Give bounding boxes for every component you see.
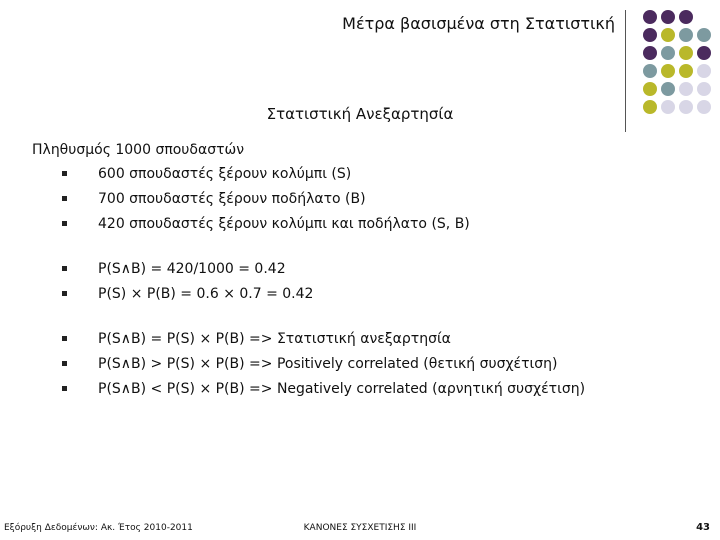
dot bbox=[697, 64, 711, 78]
bullet-marker bbox=[62, 291, 67, 296]
bullet-item bbox=[32, 214, 692, 234]
dot bbox=[679, 64, 693, 78]
dot bbox=[679, 10, 693, 24]
footer-topic: ΚΑΝΟΝΕΣ ΣΥΣΧΕΤΙΣΗΣ ΙΙΙ bbox=[303, 523, 417, 533]
dot bbox=[661, 28, 675, 42]
bullet-marker bbox=[62, 361, 67, 366]
slide-content bbox=[32, 140, 692, 404]
dot bbox=[643, 82, 657, 96]
bullet-text: 600 σπουδαστές ξέρουν κολύμπι (S) bbox=[98, 166, 352, 182]
bullet-text: P(S∧B) < P(S) × P(B) => Negatively correlated (αρνητική συσχέτιση) bbox=[98, 381, 586, 397]
bullet-item bbox=[32, 379, 692, 399]
bullet-text: P(S∧B) > P(S) × P(B) => Positively correlated (θετική συσχέτιση) bbox=[98, 356, 558, 372]
bullet-item bbox=[32, 284, 692, 304]
header-title: Μέτρα βασισμένα στη Στατιστική bbox=[342, 14, 615, 33]
dot bbox=[661, 64, 675, 78]
bullet-text: 420 σπουδαστές ξέρουν κολύμπι και ποδήλατο (S, B) bbox=[98, 216, 470, 232]
dot bbox=[661, 82, 675, 96]
dot bbox=[661, 10, 675, 24]
bullet-marker bbox=[62, 221, 67, 226]
slide-title: Στατιστική Ανεξαρτησία bbox=[266, 105, 454, 123]
dot bbox=[679, 82, 693, 96]
bullet-item bbox=[32, 164, 692, 184]
bullet-item bbox=[32, 329, 692, 349]
page-number: 43 bbox=[696, 522, 710, 533]
bullet-text: P(S∧B) = P(S) × P(B) => Στατιστική ανεξαρτησία bbox=[98, 331, 451, 347]
dot bbox=[697, 46, 711, 60]
bullet-marker bbox=[62, 336, 67, 341]
decorative-dot-grid bbox=[639, 10, 719, 120]
bullet-text: P(S∧B) = 420/1000 = 0.42 bbox=[98, 261, 286, 277]
footer-course: Εξόρυξη Δεδομένων: Ακ. Έτος 2010-2011 bbox=[4, 523, 193, 533]
bullet-item bbox=[32, 259, 692, 279]
dot bbox=[643, 64, 657, 78]
bullet-group-correlation bbox=[32, 329, 692, 399]
bullet-marker bbox=[62, 196, 67, 201]
dot bbox=[697, 82, 711, 96]
dot bbox=[643, 46, 657, 60]
bullet-marker bbox=[62, 266, 67, 271]
dot bbox=[643, 10, 657, 24]
dot bbox=[679, 28, 693, 42]
bullet-item bbox=[32, 189, 692, 209]
bullet-marker bbox=[62, 386, 67, 391]
dot bbox=[697, 28, 711, 42]
bullet-text: 700 σπουδαστές ξέρουν ποδήλατο (B) bbox=[98, 191, 366, 207]
intro-text: Πληθυσμός 1000 σπουδαστών bbox=[32, 142, 245, 158]
bullet-group-probabilities bbox=[32, 259, 692, 304]
bullet-group-population bbox=[32, 164, 692, 234]
dot bbox=[679, 46, 693, 60]
dot bbox=[643, 28, 657, 42]
bullet-marker bbox=[62, 171, 67, 176]
dot bbox=[661, 46, 675, 60]
bullet-item bbox=[32, 354, 692, 374]
bullet-text: P(S) × P(B) = 0.6 × 0.7 = 0.42 bbox=[98, 286, 314, 302]
